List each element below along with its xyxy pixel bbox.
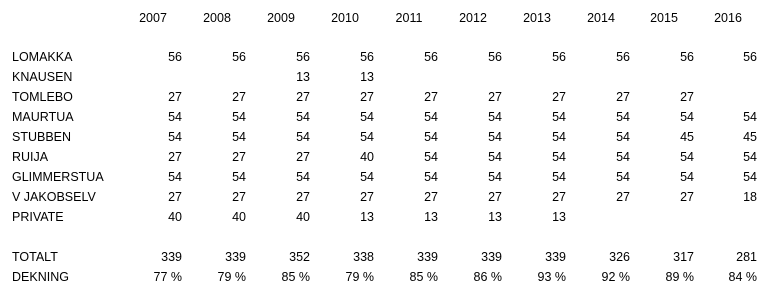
table-cell: 317 [673, 250, 694, 264]
table-cell: 27 [296, 190, 310, 204]
table-cell: 77 % [153, 270, 182, 284]
table-cell: 54 [488, 130, 502, 144]
year-header: 2016 [714, 11, 742, 25]
table-cell: 27 [296, 150, 310, 164]
table-cell: 54 [552, 150, 566, 164]
table-cell: 13 [424, 210, 438, 224]
row-label: KNAUSEN [12, 70, 73, 84]
table-cell: 40 [296, 210, 310, 224]
table-cell: 54 [232, 170, 246, 184]
table-cell: 27 [232, 190, 246, 204]
row-label: TOMLEBO [12, 90, 73, 104]
table-cell: 13 [488, 210, 502, 224]
row-label: LOMAKKA [12, 50, 73, 64]
table-cell: 54 [680, 150, 694, 164]
table-cell: 18 [743, 190, 757, 204]
table-cell: 54 [616, 170, 630, 184]
table-cell: 54 [616, 130, 630, 144]
table-cell: 54 [488, 170, 502, 184]
table-cell: 85 % [409, 270, 438, 284]
table-cell: 54 [552, 130, 566, 144]
table-cell: 13 [296, 70, 310, 84]
row-label: MAURTUA [12, 110, 74, 124]
row-label: GLIMMERSTUA [12, 170, 104, 184]
table-row [0, 67, 774, 87]
table-cell: 27 [168, 150, 182, 164]
table-cell: 339 [161, 250, 182, 264]
table-cell: 54 [552, 170, 566, 184]
year-header-row [0, 9, 774, 27]
table-cell: 281 [736, 250, 757, 264]
table-row [0, 167, 774, 187]
table-cell: 27 [168, 190, 182, 204]
table-row [0, 247, 774, 267]
table-cell: 27 [168, 90, 182, 104]
table-cell: 85 % [281, 270, 310, 284]
table-cell: 56 [552, 50, 566, 64]
table-cell: 54 [232, 110, 246, 124]
table-cell: 92 % [601, 270, 630, 284]
row-label: RUIJA [12, 150, 49, 164]
table-cell: 27 [616, 190, 630, 204]
table-cell: 27 [424, 90, 438, 104]
table-cell: 27 [360, 90, 374, 104]
table-row [0, 207, 774, 227]
table-cell: 339 [545, 250, 566, 264]
table-cell: 79 % [345, 270, 374, 284]
year-header: 2015 [650, 11, 678, 25]
row-label: PRIVATE [12, 210, 64, 224]
table-cell: 56 [168, 50, 182, 64]
table-row [0, 187, 774, 207]
table-cell: 79 % [217, 270, 246, 284]
table-cell: 56 [743, 50, 757, 64]
year-header: 2008 [203, 11, 231, 25]
table-cell: 27 [232, 90, 246, 104]
table-cell: 27 [232, 150, 246, 164]
table-cell: 54 [616, 110, 630, 124]
table-cell: 27 [296, 90, 310, 104]
table-cell: 56 [424, 50, 438, 64]
table-cell: 89 % [665, 270, 694, 284]
table-cell: 13 [360, 210, 374, 224]
table-cell: 54 [360, 130, 374, 144]
row-label: STUBBEN [12, 130, 72, 144]
table-cell: 13 [552, 210, 566, 224]
table-row [0, 147, 774, 167]
table-cell: 54 [168, 110, 182, 124]
table-cell: 54 [488, 150, 502, 164]
row-label: DEKNING [12, 270, 69, 284]
year-header: 2007 [139, 11, 167, 25]
table-cell: 27 [616, 90, 630, 104]
table-row [0, 267, 774, 287]
table-cell: 54 [424, 110, 438, 124]
table-cell: 339 [225, 250, 246, 264]
table-cell: 56 [488, 50, 502, 64]
table-cell: 40 [168, 210, 182, 224]
table-cell: 54 [296, 110, 310, 124]
table-cell: 27 [680, 90, 694, 104]
table-cell: 54 [168, 170, 182, 184]
table-row [0, 107, 774, 127]
table-cell: 45 [680, 130, 694, 144]
table-cell: 56 [232, 50, 246, 64]
table-cell: 338 [353, 250, 374, 264]
table-cell: 326 [609, 250, 630, 264]
table-cell: 54 [168, 130, 182, 144]
table-cell: 54 [232, 130, 246, 144]
table-cell: 27 [552, 190, 566, 204]
table-cell: 56 [360, 50, 374, 64]
year-header: 2009 [267, 11, 295, 25]
row-label: V JAKOBSELV [12, 190, 96, 204]
year-header: 2010 [331, 11, 359, 25]
table-cell: 54 [296, 130, 310, 144]
table-cell: 56 [680, 50, 694, 64]
year-header: 2011 [395, 11, 423, 25]
table-cell: 27 [424, 190, 438, 204]
table-cell: 54 [360, 110, 374, 124]
table-cell: 54 [680, 110, 694, 124]
table-cell: 93 % [537, 270, 566, 284]
table-cell: 54 [743, 170, 757, 184]
table-cell: 86 % [473, 270, 502, 284]
table-cell: 54 [360, 170, 374, 184]
year-header: 2013 [523, 11, 551, 25]
table-cell: 40 [232, 210, 246, 224]
table-cell: 27 [552, 90, 566, 104]
table-cell: 27 [488, 90, 502, 104]
table-cell: 27 [488, 190, 502, 204]
table-cell: 56 [296, 50, 310, 64]
table-cell: 54 [743, 110, 757, 124]
table-cell: 54 [424, 170, 438, 184]
table-cell: 54 [743, 150, 757, 164]
table-cell: 54 [680, 170, 694, 184]
table-row [0, 47, 774, 67]
table-row [0, 87, 774, 107]
table-cell: 339 [417, 250, 438, 264]
table-cell: 54 [424, 150, 438, 164]
table-cell: 54 [552, 110, 566, 124]
row-label: TOTALT [12, 250, 58, 264]
table-cell: 54 [296, 170, 310, 184]
table-cell: 54 [488, 110, 502, 124]
table-cell: 40 [360, 150, 374, 164]
year-header: 2014 [587, 11, 615, 25]
table-cell: 27 [360, 190, 374, 204]
table-cell: 84 % [728, 270, 757, 284]
table-cell: 339 [481, 250, 502, 264]
table-row [0, 127, 774, 147]
table-cell: 27 [680, 190, 694, 204]
table-cell: 56 [616, 50, 630, 64]
table-cell: 54 [424, 130, 438, 144]
table-cell: 54 [616, 150, 630, 164]
table-cell: 352 [289, 250, 310, 264]
table-cell: 13 [360, 70, 374, 84]
year-header: 2012 [459, 11, 487, 25]
table-cell: 45 [743, 130, 757, 144]
